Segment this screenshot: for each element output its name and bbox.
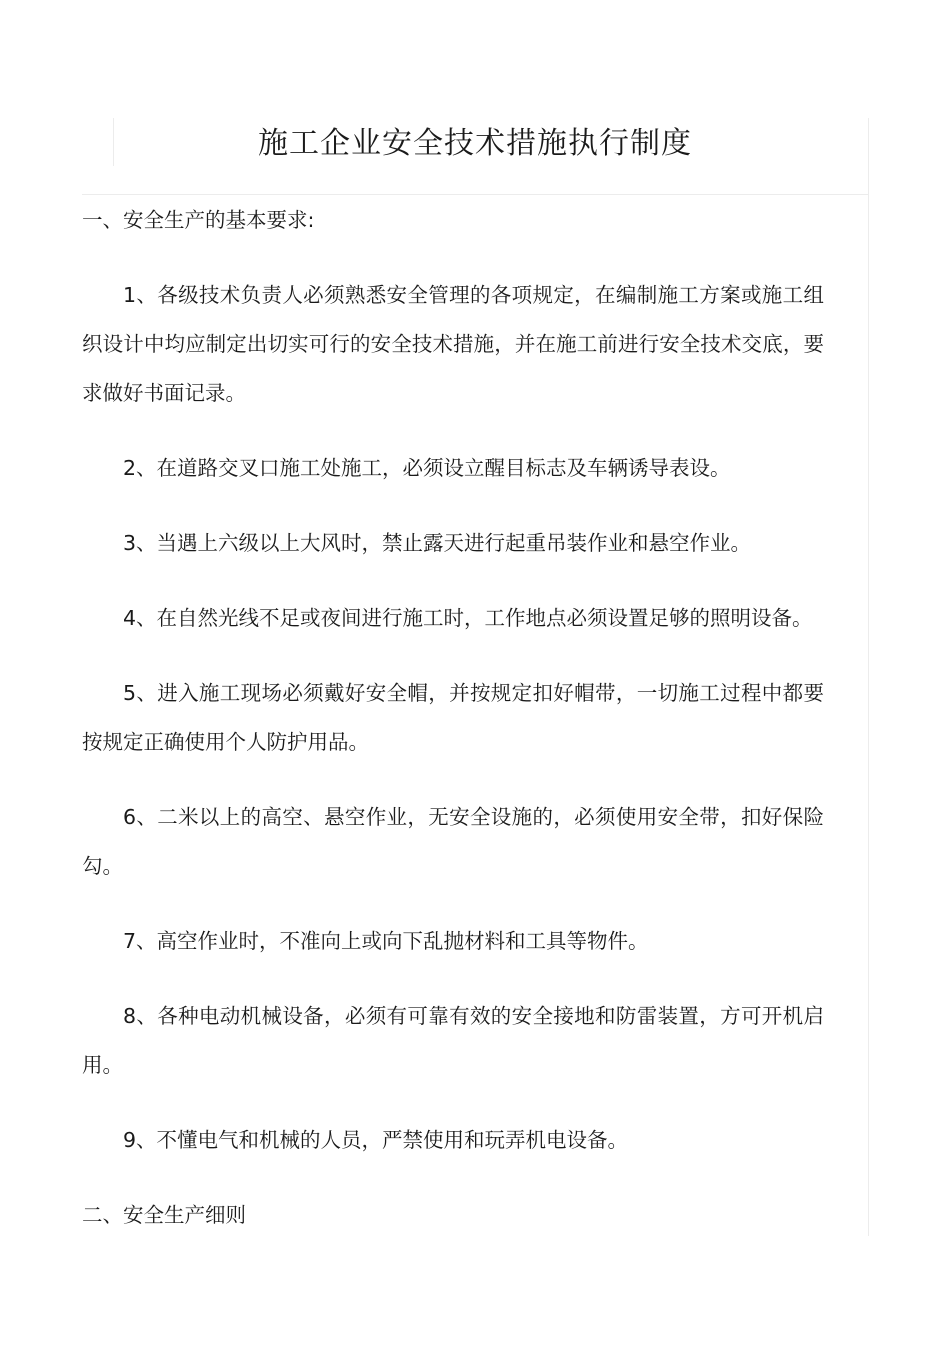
list-item: 7、高空作业时，不准向上或向下乱抛材料和工具等物件。 <box>123 929 649 953</box>
list-item: 6、二米以上的高空、悬空作业，无安全设施的，必须使用安全带，扣好保险勾。 <box>82 805 824 878</box>
list-item: 8、各种电动机械设备，必须有可靠有效的安全接地和防雷装置，方可开机启用。 <box>82 1004 824 1077</box>
frame-line-right <box>868 118 869 1236</box>
frame-line-under-title <box>82 194 869 195</box>
section-heading-basic-requirements: 一、安全生产的基本要求: <box>82 208 315 232</box>
list-item: 2、在道路交叉口施工处施工，必须设立醒目标志及车辆诱导表设。 <box>123 456 731 480</box>
list-item: 4、在自然光线不足或夜间进行施工时，工作地点必须设置足够的照明设备。 <box>123 606 813 630</box>
document-title: 施工企业安全技术措施执行制度 <box>258 126 692 161</box>
section-heading-safety-details: 二、安全生产细则 <box>82 1203 246 1227</box>
document-body <box>82 196 824 1240</box>
list-item: 1、各级技术负责人必须熟悉安全管理的各项规定，在编制施工方案或施工组织设计中均应制定出切实可行的安全技术措施，并在施工前进行安全技术交底，要求做好书面记录。 <box>82 283 824 405</box>
list-item: 5、进入施工现场必须戴好安全帽，并按规定扣好帽带，一切施工过程中都要按规定正确使用个人防护用品。 <box>82 681 824 754</box>
list-item: 9、不懂电气和机械的人员，严禁使用和玩弄机电设备。 <box>123 1128 629 1152</box>
list-item: 3、当遇上六级以上大风时，禁止露天进行起重吊装作业和悬空作业。 <box>123 531 752 555</box>
